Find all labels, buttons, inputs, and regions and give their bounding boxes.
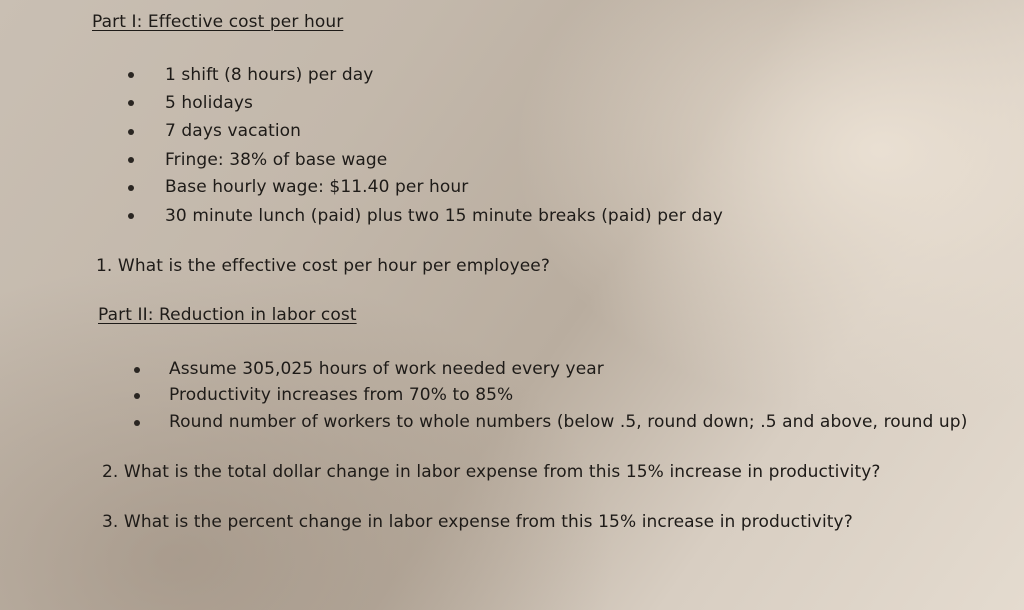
list-item: Assume 305,025 hours of work needed every year	[169, 359, 604, 379]
list-item: 7 days vacation	[165, 121, 302, 141]
bullet-icon	[128, 72, 134, 78]
bullet-icon	[134, 367, 140, 373]
part1-heading: Part I: Effective cost per hour	[92, 12, 344, 32]
question-1: 1. What is the effective cost per hour per employee?	[96, 256, 550, 276]
list-item: Fringe: 38% of base wage	[165, 150, 388, 170]
question-2: 2. What is the total dollar change in labor expense from this 15% increase in productivity?	[102, 462, 881, 482]
bullet-icon	[134, 393, 140, 399]
question-3: 3. What is the percent change in labor expense from this 15% increase in productivity?	[102, 512, 853, 532]
part2-heading: Part II: Reduction in labor cost	[98, 305, 357, 325]
list-item: Round number of workers to whole numbers (below .5, round down; .5 and above, round up)	[169, 412, 968, 432]
list-item: Base hourly wage: $11.40 per hour	[165, 177, 469, 197]
bullet-icon	[134, 420, 140, 426]
bullet-icon	[128, 129, 134, 135]
bullet-icon	[128, 213, 134, 219]
bullet-icon	[128, 100, 134, 106]
list-item: 5 holidays	[165, 93, 253, 113]
bullet-icon	[128, 157, 134, 163]
list-item: 1 shift (8 hours) per day	[165, 65, 374, 85]
list-item: 30 minute lunch (paid) plus two 15 minute breaks (paid) per day	[165, 206, 723, 226]
list-item: Productivity increases from 70% to 85%	[169, 385, 514, 405]
bullet-icon	[128, 185, 134, 191]
